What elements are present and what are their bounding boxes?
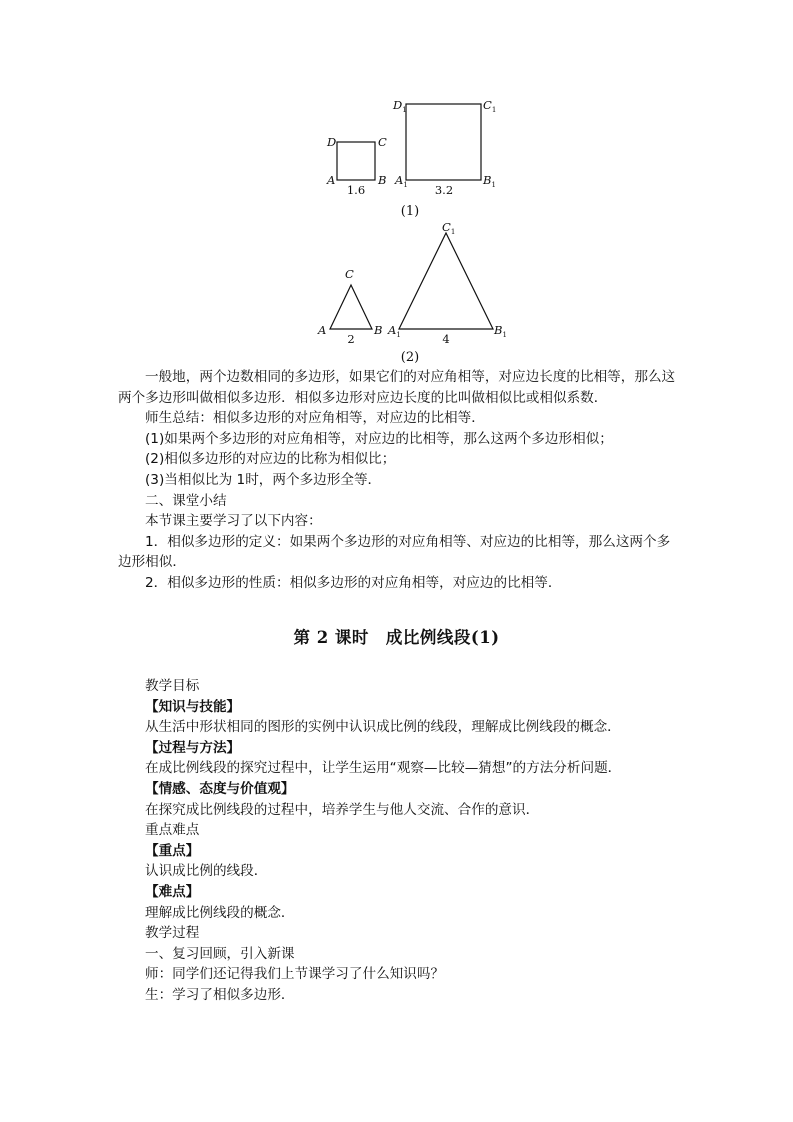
- lesson-plan-section: [145, 676, 685, 1006]
- key-point-heading: 【重点】: [145, 842, 200, 859]
- large-square: [406, 104, 481, 180]
- summary-item-1: 1．相似多边形的定义：如果两个多边形的对应角相等、对应边的比相等，那么这两个多边形相似．: [118, 533, 671, 571]
- label-small-B: B: [378, 173, 387, 187]
- large-triangle-side: 4: [442, 332, 450, 346]
- small-square: [337, 142, 375, 180]
- figure2-caption: (2): [400, 350, 420, 365]
- review-heading: 一、复习回顾，引入新课: [145, 945, 295, 962]
- property-1: (1)如果两个多边形的对应角相等，对应边的比相等，那么这两个多边形相似；: [145, 430, 613, 447]
- squares-diagram: [300, 95, 530, 225]
- summary-item-2: 2．相似多边形的性质：相似多边形的对应角相等，对应边的比相等．: [145, 574, 562, 591]
- triangles-diagram: [300, 222, 530, 367]
- teaching-process-heading: 教学过程: [145, 925, 200, 942]
- property-3: (3)当相似比为 1时，两个多边形全等．: [145, 471, 382, 488]
- summary-line: 师生总结：相似多边形的对应角相等，对应边的比相等．: [145, 410, 485, 427]
- property-2: (2)相似多边形的对应边的比称为相似比；: [145, 451, 396, 468]
- label-large-D: $D_1$: [393, 98, 407, 114]
- attitude-values-text: 在探究成比例线段的过程中，培养学生与他人交流、合作的意识．: [145, 801, 540, 818]
- attitude-values-heading: 【情感、态度与价值观】: [145, 780, 295, 797]
- small-triangle: [330, 285, 372, 329]
- key-point-text: 认识成比例的线段．: [145, 863, 268, 880]
- label-small-C: C: [378, 135, 387, 149]
- label-small-A: A: [327, 173, 336, 187]
- process-method-heading: 【过程与方法】: [145, 739, 241, 756]
- small-triangle-side: 2: [347, 332, 355, 346]
- large-triangle: [399, 233, 493, 329]
- definition-paragraph: 一般地，两个边数相同的多边形，如果它们的对应角相等，对应边长度的比相等，那么这两个多边形叫做相似多边形．相似多边形对应边长度的比叫做相似比或相似系数．: [118, 369, 676, 406]
- figure1-caption: (1): [400, 204, 420, 219]
- knowledge-skills-heading: 【知识与技能】: [145, 698, 241, 715]
- label-small-tri-A: A: [318, 323, 327, 337]
- label-large-C: $C_1$: [483, 98, 497, 114]
- label-large-A: $A_1$: [395, 173, 408, 189]
- class-summary-heading: 二、课堂小结: [145, 492, 227, 509]
- difficulty-heading: 【难点】: [145, 883, 200, 900]
- student-answer: 生：学习了相似多边形．: [145, 986, 295, 1003]
- knowledge-skills-text: 从生活中形状相同的图形的实例中认识成比例的线段，理解成比例线段的概念．: [145, 719, 621, 736]
- teaching-goals-heading: 教学目标: [145, 678, 200, 694]
- label-large-tri-B: $B_1$: [494, 323, 507, 339]
- difficulty-text: 理解成比例线段的概念．: [145, 904, 295, 921]
- label-small-D: D: [327, 135, 337, 149]
- small-square-side: 1.6: [346, 183, 366, 197]
- label-small-tri-B: B: [374, 323, 383, 337]
- figure-triangles: [300, 222, 530, 367]
- large-square-side: 3.2: [434, 183, 454, 197]
- figure-squares: [300, 95, 530, 225]
- label-large-tri-C: $C_1$: [442, 222, 456, 236]
- process-method-text: 在成比例线段的探究过程中，让学生运用“观察—比较—猜想”的方法分析问题．: [145, 760, 622, 777]
- summary-intro: 本节课主要学习了以下内容：: [145, 513, 322, 530]
- label-large-tri-A: $A_1$: [388, 323, 401, 339]
- lesson-title: 第 2 课时 成比例线段(1): [293, 628, 500, 647]
- teacher-question: 师：同学们还记得我们上节课学习了什么知识吗？: [145, 966, 445, 983]
- label-large-B: $B_1$: [483, 173, 496, 189]
- summary-section: [118, 367, 678, 594]
- key-difficult-heading: 重点难点: [145, 822, 200, 839]
- label-small-tri-C: C: [345, 267, 354, 281]
